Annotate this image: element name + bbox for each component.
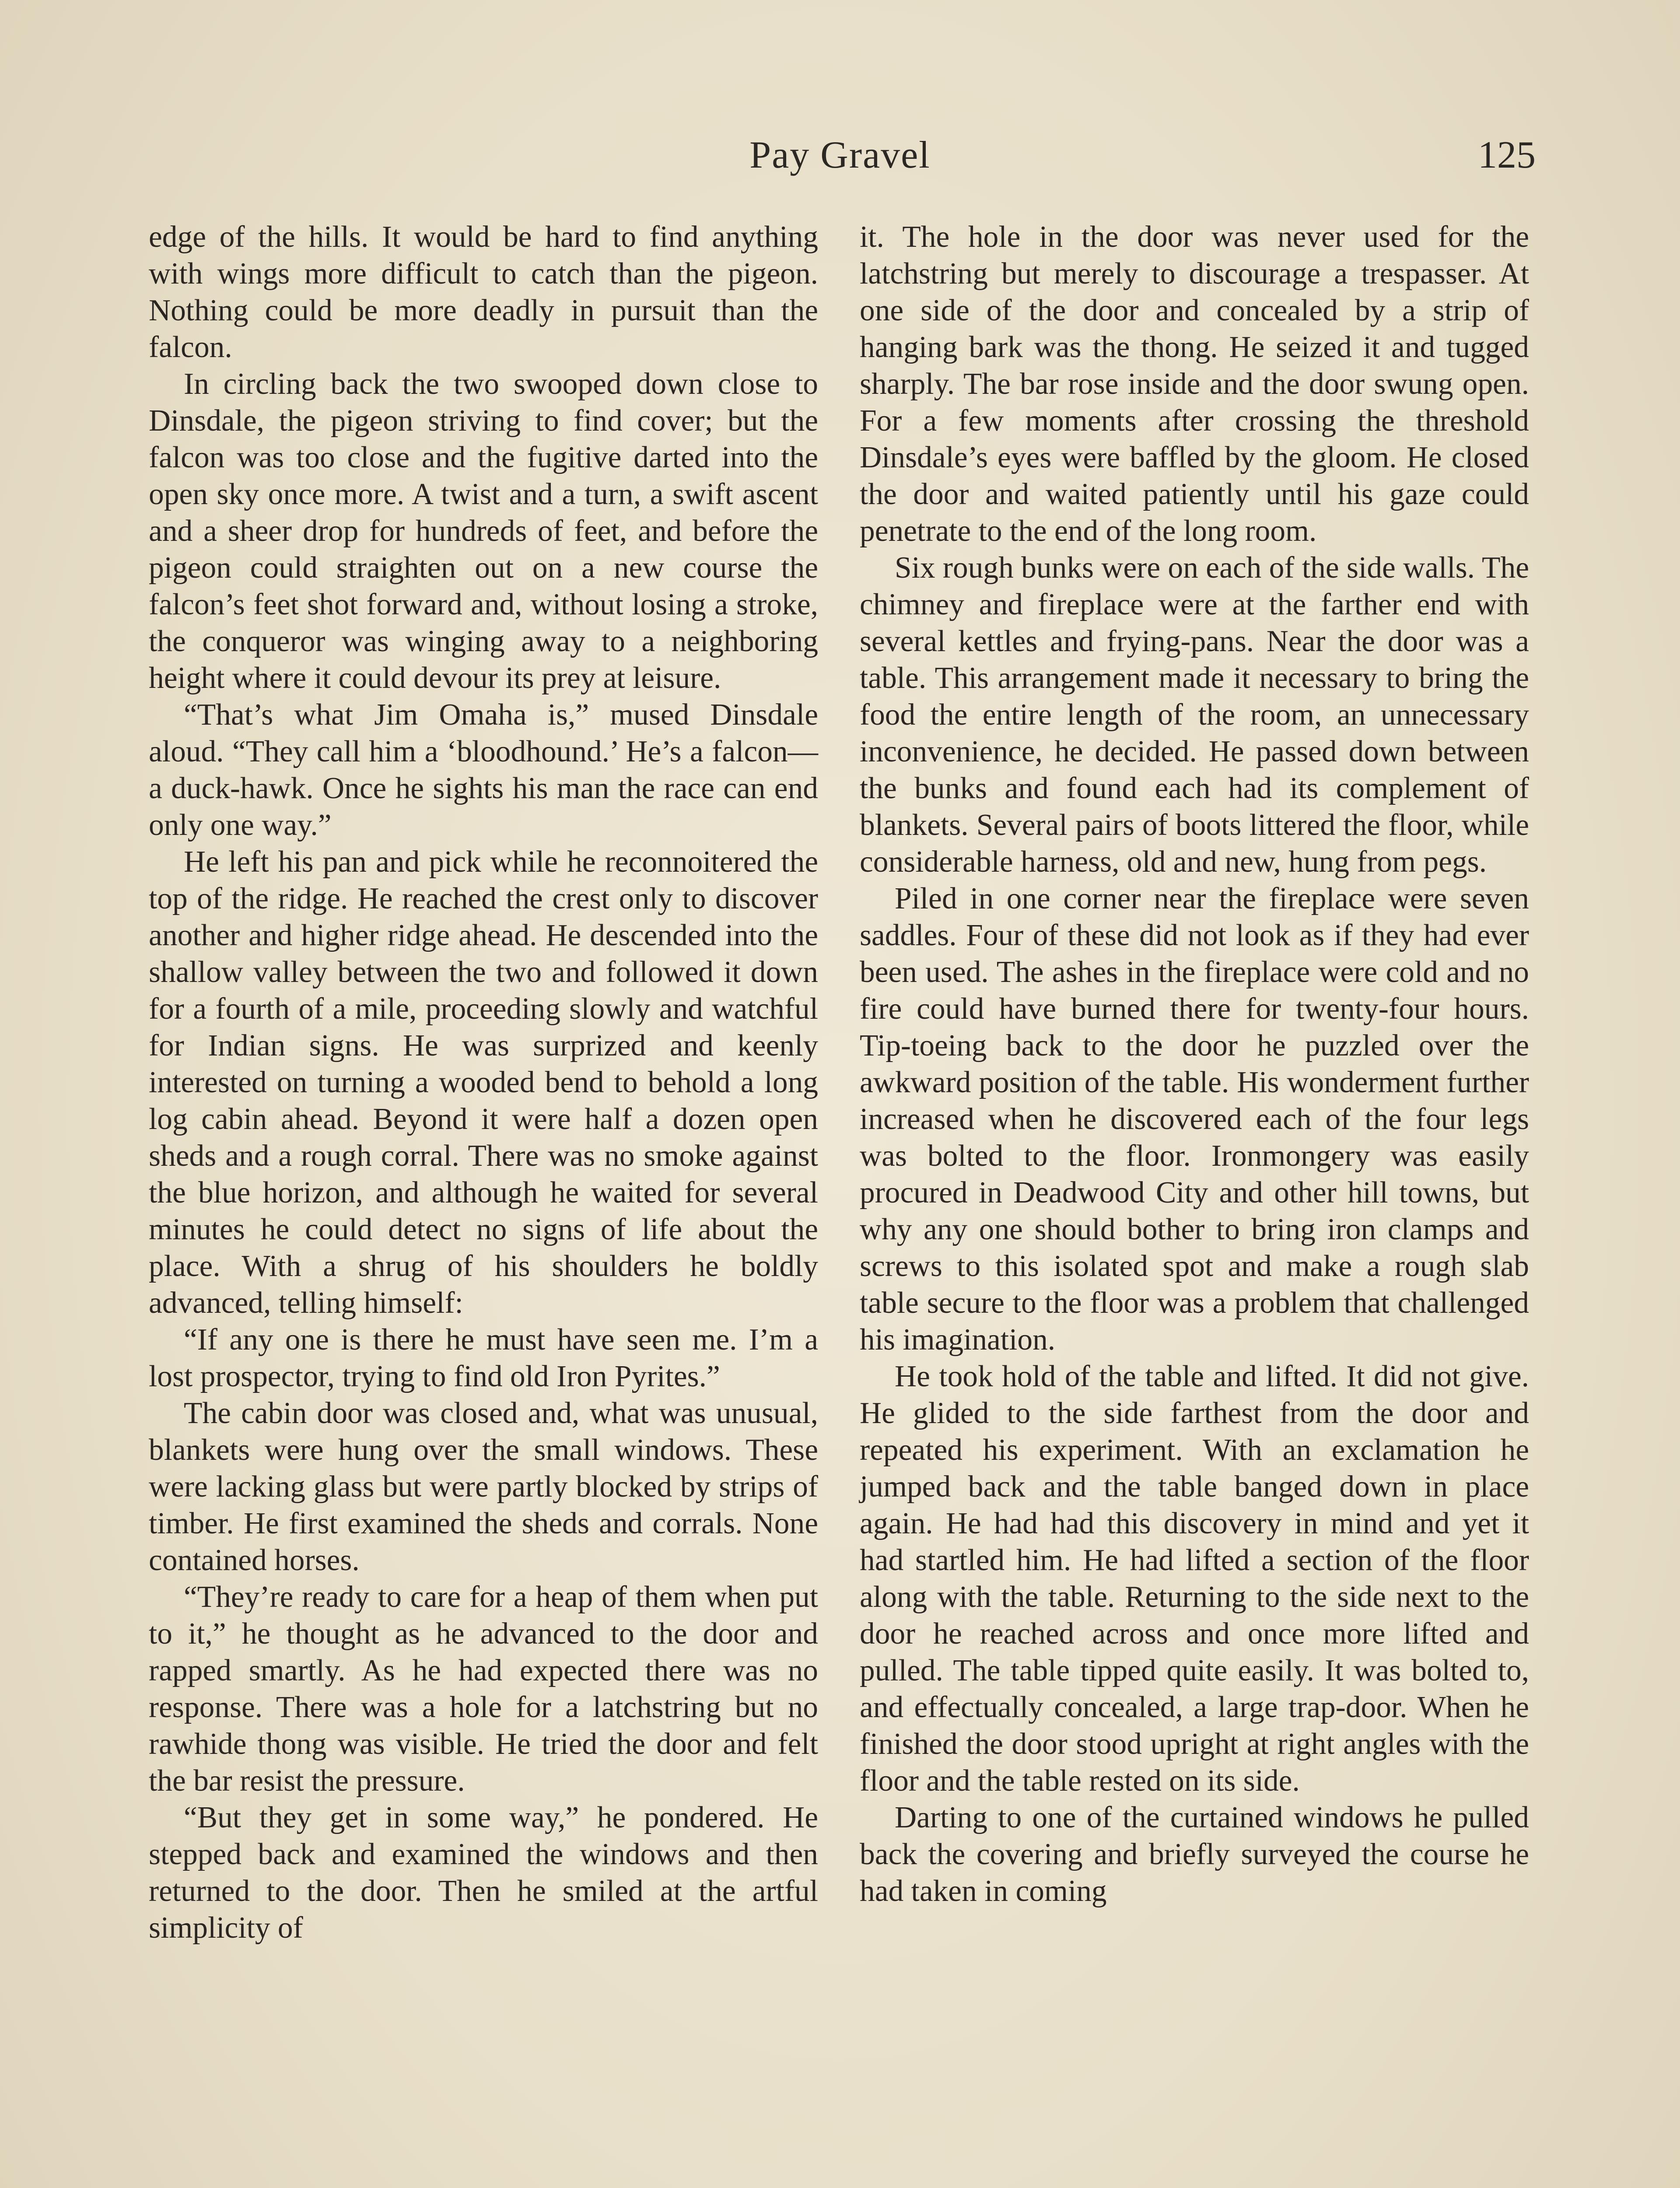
paragraph: He left his pan and pick while he reconnoitered the top of the ridge. He reached the crest only to discover another and higher ridge ahead. He descended into the shallow valley between the two and followed it down for a fourth of a mile, proceeding slowly and watchful for Indian signs. He was surprized and keenly interested on turning a wooded bend to behold a long log cabin ahead. Beyond it were half a dozen open sheds and a rough corral. There was no smoke against the blue horizon, and although he waited for several minutes he could detect no signs of life about the place. With a shrug of his shoulders he boldly advanced, telling himself: xyxy=(149,845,818,1320)
page-number: 125 xyxy=(1478,134,1536,176)
right-text-column xyxy=(860,219,1529,1910)
paragraph: Darting to one of the curtained windows he pulled back the covering and briefly surveyed the course he had taken in coming xyxy=(860,1801,1529,1908)
paragraph: In circling back the two swooped down close to Dinsdale, the pigeon striving to find cover; but the falcon was too close and the fugitive darted into the open sky once more. A twist and a turn, a swift ascent and a sheer drop for hundreds of feet, and before the pigeon could straighten out on a new course the falcon’s feet shot forward and, without losing a stroke, the conqueror was winging away to a neighboring height where it could devour its prey at leisure. xyxy=(149,367,818,695)
paragraph: it. The hole in the door was never used for the latchstring but merely to discourage a trespasser. At one side of the door and concealed by a strip of hanging bark was the thong. He seized it and tugged sharply. The bar rose inside and the door swung open. For a few moments after crossing the threshold Dinsdale’s eyes were baffled by the gloom. He closed the door and waited patiently until his gaze could penetrate to the end of the long room. xyxy=(860,220,1529,548)
paragraph: “They’re ready to care for a heap of them when put to it,” he thought as he advanced to the door and rapped smartly. As he had expected there was no response. There was a hole for a latchstring but no rawhide thong was visible. He tried the door and felt the bar resist the pressure. xyxy=(149,1580,818,1798)
paragraph: Six rough bunks were on each of the side walls. The chimney and fireplace were at the farther end with several kettles and frying-pans. Near the door was a table. This arrangement made it necessary to bring the food the entire length of the room, an unnecessary inconvenience, he decided. He passed down between the bunks and found each had its complement of blankets. Several pairs of boots littered the floor, while considerable harness, old and new, hung from pegs. xyxy=(860,551,1529,879)
paragraph: Piled in one corner near the fireplace were seven saddles. Four of these did not look as if they had ever been used. The ashes in the fireplace were cold and no fire could have burned there for twenty-four hours. Tip-toeing back to the door he puzzled over the awkward position of the table. His wonderment further increased when he discovered each of the four legs was bolted to the floor. Ironmongery was easily procured in Deadwood City and other hill towns, but why any one should bother to bring iron clamps and screws to this isolated spot and make a rough slab table secure to the floor was a problem that challenged his imagination. xyxy=(860,882,1529,1357)
running-title: Pay Gravel xyxy=(749,134,931,176)
paragraph: “But they get in some way,” he pondered. He stepped back and examined the windows and then returned to the door. Then he smiled at the artful simplicity of xyxy=(149,1801,818,1945)
paragraph: He took hold of the table and lifted. It did not give. He glided to the side farthest from the door and repeated his experiment. With an exclamation he jumped back and the table banged down in place again. He had had this discovery in mind and yet it had startled him. He had lifted a section of the floor along with the table. Returning to the side next to the door he reached across and once more lifted and pulled. The table tipped quite easily. It was bolted to, and effectually concealed, a large trap-door. When he finished the door stood upright at right angles with the floor and the table rested on its side. xyxy=(860,1360,1529,1798)
paragraph: “If any one is there he must have seen me. I’m a lost prospector, trying to find old Iron Pyrites.” xyxy=(149,1323,818,1393)
running-head xyxy=(0,127,1680,184)
paragraph: The cabin door was closed and, what was unusual, blankets were hung over the small windows. These were lacking glass but were partly blocked by strips of timber. He first examined the sheds and corrals. None contained horses. xyxy=(149,1396,818,1577)
left-text-column xyxy=(149,219,818,1946)
paragraph: edge of the hills. It would be hard to find anything with wings more difficult to catch than the pigeon. Nothing could be more deadly in pursuit than the falcon. xyxy=(149,220,818,364)
paragraph: “That’s what Jim Omaha is,” mused Dinsdale aloud. “They call him a ‘bloodhound.’ He’s a falcon—a duck-hawk. Once he sights his man the race can end only one way.” xyxy=(149,698,818,842)
